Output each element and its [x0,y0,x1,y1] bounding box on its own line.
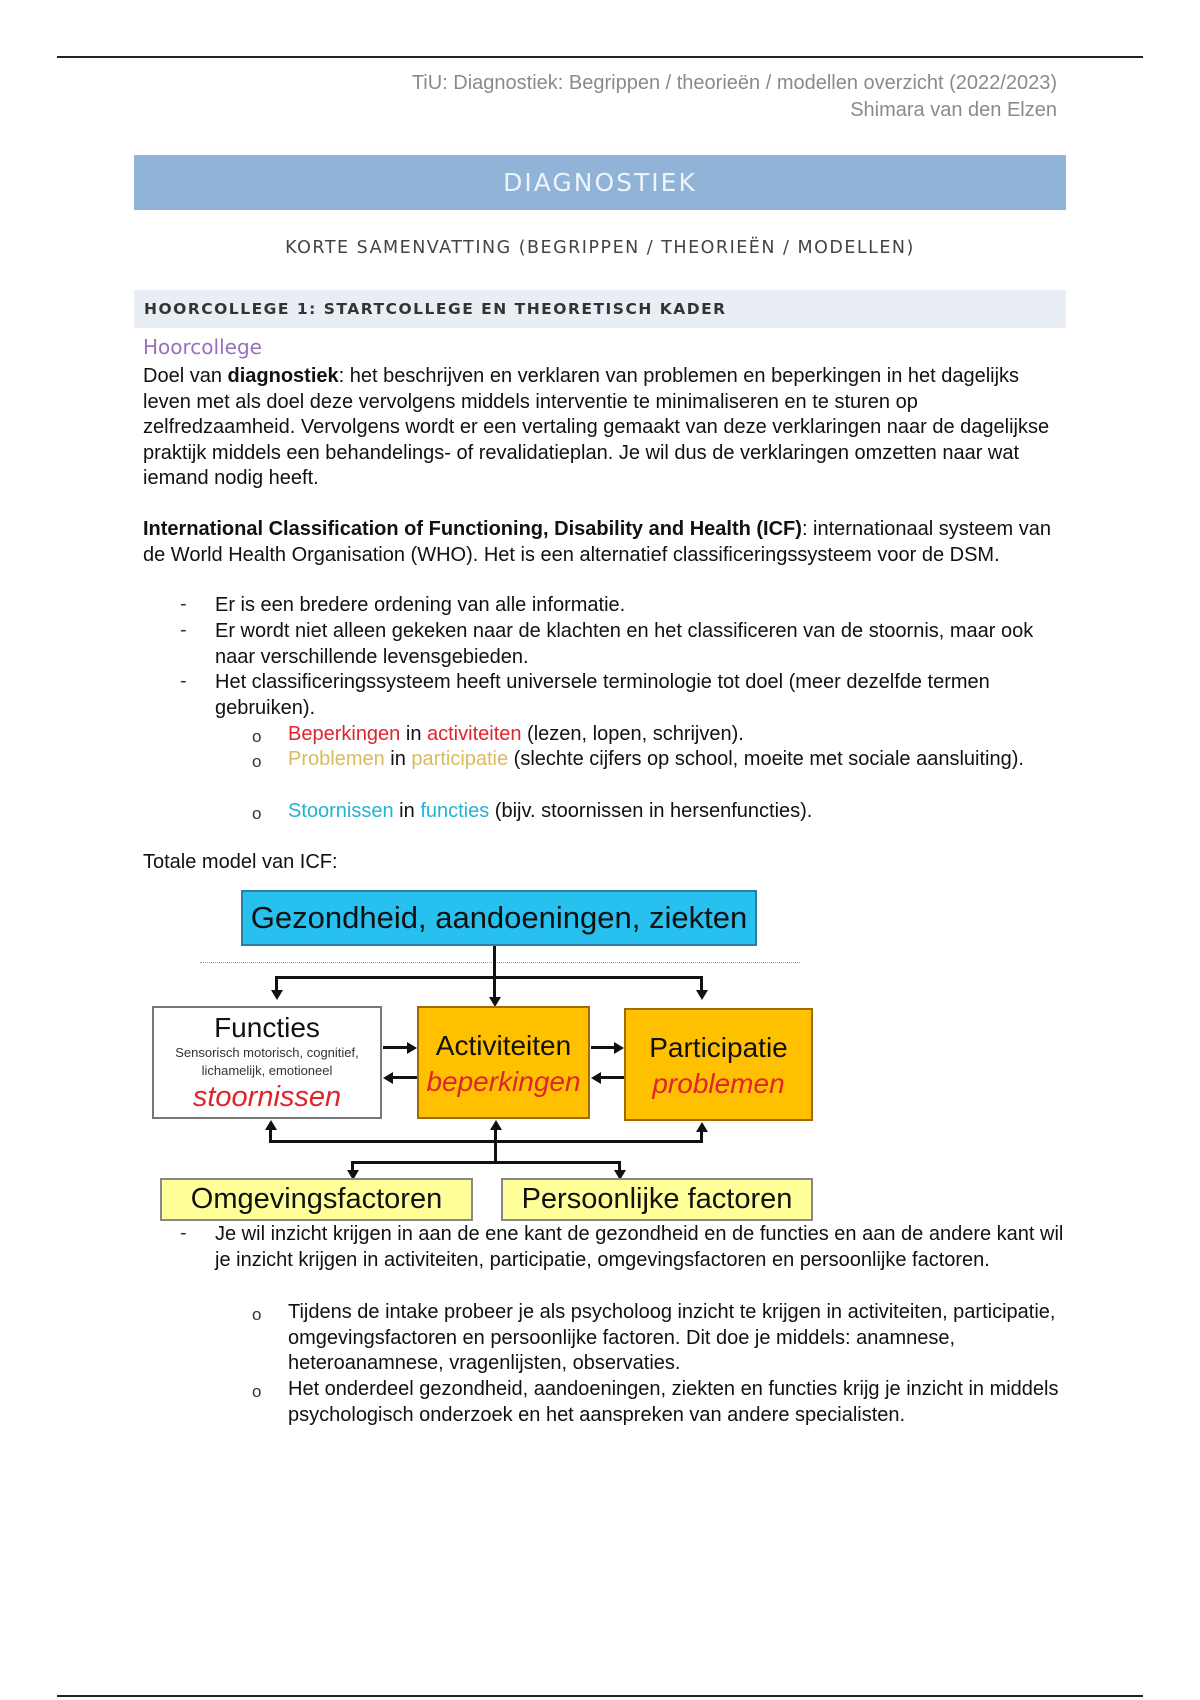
persoonlijke-factoren-label: Persoonlijke factoren [521,1183,793,1215]
sub3-rest: (bijv. stoornissen in hersenfuncties). [489,800,813,822]
sub-bullet-onderzoek: Het onderdeel gezondheid, aandoeningen, ziekten en functies krijg je inzicht in middels psychologisch onderzoek en het aanspreken van andere specialisten. [288,1378,1059,1426]
arrow-head [271,990,283,1000]
activiteiten-beperkingen: beperkingen [426,1066,581,1097]
document-banner [134,155,1066,210]
term-participatie: participatie [411,748,509,770]
bullet-item: Er wordt niet alleen gekeken naar de klachten en het classificeren van de stoornis, maar ook naar verschillende levensgebieden. [215,620,1034,668]
model-intro: Totale model van ICF: [143,851,338,873]
box-participatie [624,1008,813,1121]
arrow-head [383,1072,393,1084]
sub-bullet-circle: o [252,1382,262,1401]
connector [392,1076,417,1079]
sub-bullet-circle: o [252,727,262,746]
term-stoornissen: Stoornissen [288,800,394,822]
box-persoonlijke-factoren [501,1178,813,1221]
sub-bullet-stoornissen [288,799,1068,825]
box-gezondheid [241,890,757,946]
paragraph-icf [143,517,1063,568]
sub-bullet-circle: o [252,1305,262,1324]
participatie-problemen: problemen [652,1068,785,1099]
box-activiteiten [417,1006,590,1119]
sub3-mid: in [393,800,421,822]
connector [493,946,496,1000]
connector [275,976,703,979]
sub2-rest: (slechte cijfers op school, moeite met sociale aansluiting). [508,748,1024,770]
para1-bold: diagnostiek [227,365,339,387]
functies-title: Functies [214,1012,320,1043]
sub1-rest: (lezen, lopen, schrijven). [521,723,744,745]
connector [600,1076,624,1079]
term-activiteiten: activiteiten [427,723,522,745]
functies-subtitle: Sensorisch motorisch, cognitief, lichamelijk, emotioneel [175,1045,359,1078]
section-heading [134,290,1066,328]
para2-bold: International Classification of Functioning, Disability and Health (ICF) [143,518,802,540]
term-beperkingen: Beperkingen [288,723,401,745]
connector [269,1140,703,1143]
connector [383,1046,408,1049]
bullet-item: Er is een bredere ordening van alle informatie. [215,594,626,616]
dotted-divider [200,962,800,963]
connector [494,1128,497,1164]
sub2-mid: in [384,748,412,770]
sub1-mid: in [400,723,427,745]
bullet-item: Je wil inzicht krijgen in aan de ene kant de gezondheid en de functies en aan de andere kant wil je inzicht krijgen in activiteiten, participatie, omgevingsfactoren en persoonlijke factoren. [215,1223,1064,1271]
functies-stoornissen: stoornissen [192,1081,342,1113]
arrow-head [407,1042,417,1054]
box-gezondheid-label: Gezondheid, aandoeningen, ziekten [250,900,748,935]
sub-bullet-beperkingen [288,722,1068,748]
sub-bullet-problemen [288,747,1068,773]
box-omgevingsfactoren [160,1178,473,1221]
activiteiten-title: Activiteiten [435,1030,572,1061]
arrow-head [614,1042,624,1054]
paragraph-diagnostiek [143,364,1063,492]
banner-title: DIAGNOSTIEK [503,168,697,197]
term-problemen: Problemen [288,748,385,770]
connector [700,976,703,991]
bullet-dash: - [180,1222,187,1244]
para1-rest: : het beschrijven en verklaren van problemen en beperkingen in het dagelijks leven met als doel deze vervolgens middels interventie te minimaliseren en te sturen op zelfredzaamheid. Vervolgens wordt er een vertaling gemaakt van deze verklaringen naar de dagelijkse praktijk middels een behandelings- of revalidatieplan. Je wil dus de verklaringen omzetten naar wat iemand nodig heeft. [143,365,1050,489]
bullet-dash: - [180,670,187,692]
sub-bullet-circle: o [252,804,262,823]
connector [275,976,278,991]
bullet-item: Het classificeringssysteem heeft universele terminologie tot doel (meer dezelfde termen gebruiken). [215,671,990,719]
connector [351,1161,621,1164]
connector [591,1046,615,1049]
top-rule [57,56,1143,58]
box-functies [152,1006,382,1119]
bullet-dash: - [180,619,187,641]
para2-rest: : internationaal systeem van de World Health Organisation (WHO). Het is een alternatief classificeringssysteem voor de DSM. [143,518,1051,566]
term-functies: functies [420,800,490,822]
sub-bullet-intake: Tijdens de intake probeer je als psycholoog inzicht te krijgen in activiteiten, participatie, omgevingsfactoren en persoonlijke factoren. Dit doe je middels: anamnese, heteroanamnese, vragenlijsten, observaties. [288,1301,1056,1374]
subheading: Hoorcollege [143,335,262,359]
para1-prefix: Doel van [143,365,228,387]
bullet-dash: - [180,593,187,615]
header-title: TiU: Diagnostiek: Begrippen / theorieën / modellen overzicht (2022/2023) [411,72,1057,94]
sub-bullet-circle: o [252,752,262,771]
omgevingsfactoren-label: Omgevingsfactoren [190,1183,443,1215]
bottom-rule [57,1695,1143,1697]
section-title: HOORCOLLEGE 1: STARTCOLLEGE EN THEORETISCH KADER [144,300,727,318]
header-author: Shimara van den Elzen [850,99,1057,121]
document-subtitle: KORTE SAMENVATTING (BEGRIPPEN / THEORIEËN / MODELLEN) [285,238,915,258]
arrow-head [696,990,708,1000]
participatie-title: Participatie [649,1032,788,1063]
arrow-head [591,1072,601,1084]
